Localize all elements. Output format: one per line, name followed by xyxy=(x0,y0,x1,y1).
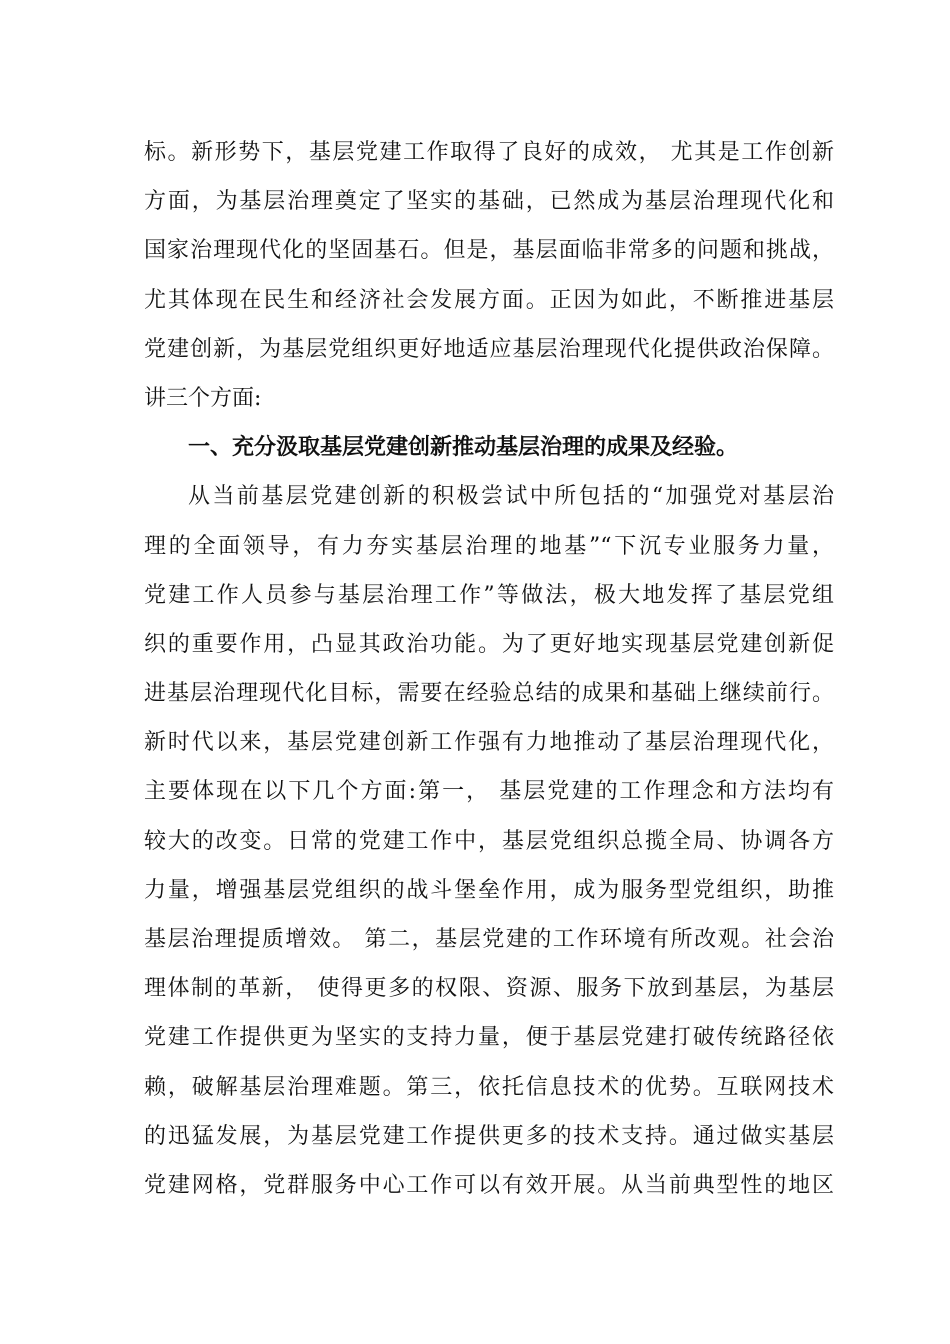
text-line: 党建工作提供更为坚实的支持力量，便于基层党建打破传统路径依 xyxy=(144,1025,834,1051)
text-line: 理体制的革新， 使得更多的权限、资源、服务下放到基层，为基层 xyxy=(144,976,834,1002)
text-line: 党建工作人员参与基层治理工作”等做法，极大地发挥了基层党组 xyxy=(144,582,834,608)
text-line: 理的全面领导，有力夯实基层治理的地基”“下沉专业服务力量， xyxy=(144,533,834,559)
text-line: 较大的改变。日常的党建工作中，基层党组织总揽全局、协调各方 xyxy=(144,828,834,854)
text-line: 新时代以来，基层党建创新工作强有力地推动了基层治理现代化， xyxy=(144,730,834,756)
text-line: 基层治理提质增效。 第二，基层党建的工作环境有所改观。社会治 xyxy=(144,927,834,952)
text-line: 国家治理现代化的坚固基石。但是，基层面临非常多的问题和挑战， xyxy=(144,238,834,264)
text-line: 讲三个方面: xyxy=(144,385,262,411)
text-line: 赖，破解基层治理难题。第三，依托信息技术的优势。互联网技术 xyxy=(144,1074,834,1100)
text-line: 方面，为基层治理奠定了坚实的基础，已然成为基层治理现代化和 xyxy=(144,189,834,215)
text-line: 织的重要作用，凸显其政治功能。为了更好地实现基层党建创新促 xyxy=(144,631,834,657)
text-line: 进基层治理现代化目标，需要在经验总结的成果和基础上继续前行。 xyxy=(144,681,834,707)
text-line: 力量，增强基层党组织的战斗堡垒作用，成为服务型党组织，助推 xyxy=(144,877,834,903)
document-body xyxy=(144,128,834,1210)
text-line: 从当前基层党建创新的积极尝试中所包括的“加强党对基层治 xyxy=(188,484,834,510)
text-line: 尤其体现在民生和经济社会发展方面。正因为如此，不断推进基层 xyxy=(144,287,834,313)
text-line: 标。新形势下，基层党建工作取得了良好的成效， 尤其是工作创新 xyxy=(144,140,834,165)
text-line: 党建网格，党群服务中心工作可以有效开展。从当前典型性的地区 xyxy=(144,1172,834,1198)
text-line: 主要体现在以下几个方面:第一， 基层党建的工作理念和方法均有 xyxy=(144,779,834,805)
text-line: 的迅猛发展，为基层党建工作提供更多的技术支持。通过做实基层 xyxy=(144,1123,834,1149)
text-line: 党建创新，为基层党组织更好地适应基层治理现代化提供政治保障。 xyxy=(144,336,834,362)
section-heading: 一、充分汲取基层党建创新推动基层治理的成果及经验。 xyxy=(188,434,739,461)
